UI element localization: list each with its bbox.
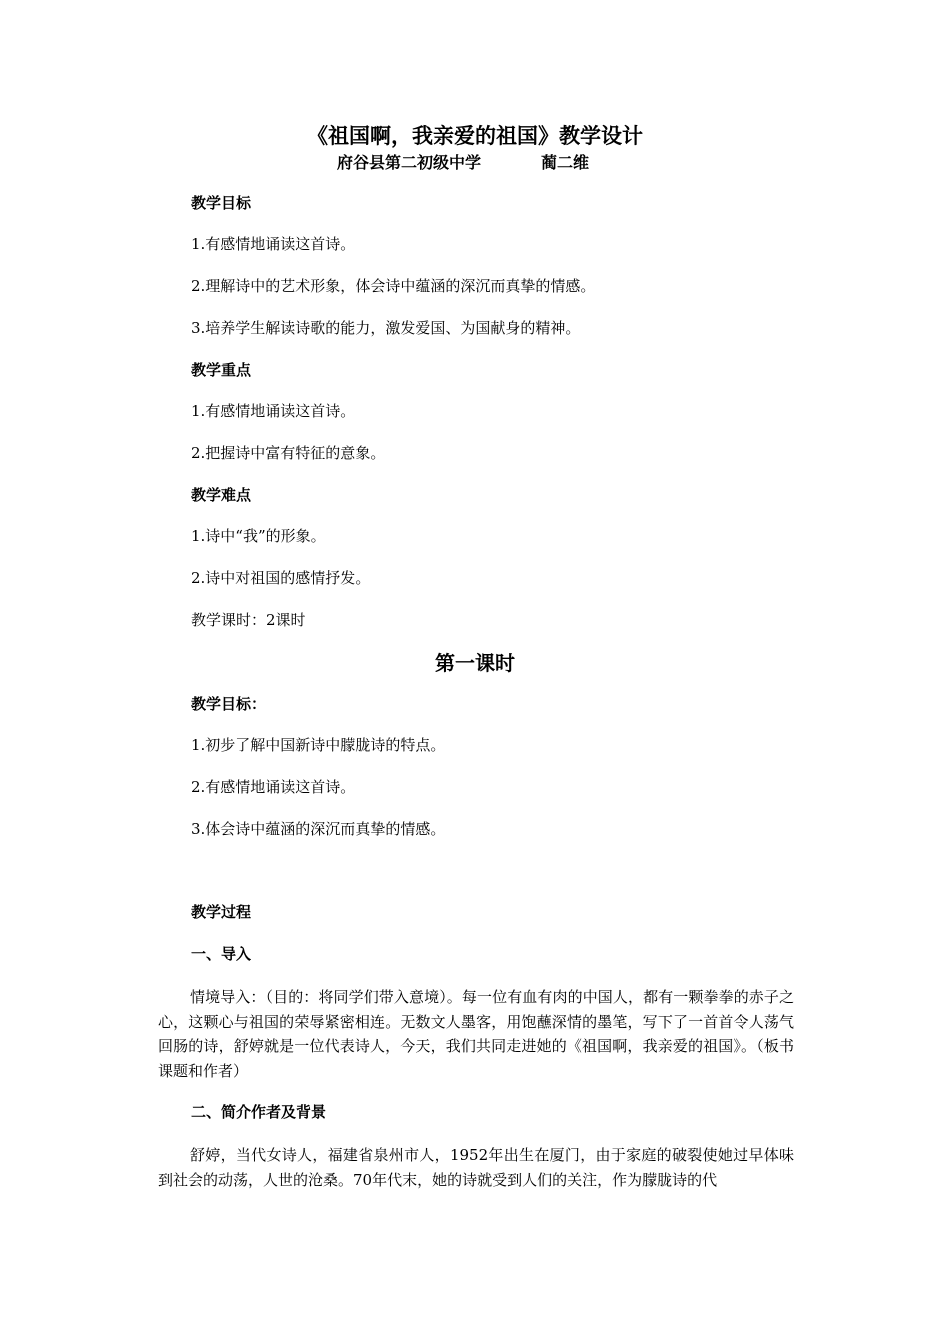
goal-item: 2.理解诗中的艺术形象，体会诗中蕴涵的深沉而真挚的情感。 (191, 277, 596, 295)
lesson-one-goals-heading: 教学目标： (191, 695, 267, 713)
school-name: 府谷县第二初级中学 (337, 153, 482, 172)
author-name: 蔺二维 (541, 153, 590, 172)
document-byline (337, 152, 589, 174)
difficult-point-item: 2.诗中对祖国的感情抒发。 (191, 569, 371, 587)
lesson-one-goal-item: 3.体会诗中蕴涵的深沉而真挚的情感。 (191, 820, 446, 838)
class-hours: 教学课时：2课时 (191, 611, 306, 629)
key-point-item: 1.有感情地诵读这首诗。 (191, 402, 356, 420)
goals-heading: 教学目标 (191, 194, 252, 212)
difficult-point-item: 1.诗中“我”的形象。 (191, 527, 326, 545)
intro-heading: 一、导入 (191, 945, 252, 963)
document-title: 《祖国啊，我亲爱的祖国》教学设计 (307, 124, 643, 148)
difficult-points-heading: 教学难点 (191, 486, 252, 504)
process-heading: 教学过程 (191, 903, 252, 921)
lesson-one-goal-item: 1.初步了解中国新诗中朦胧诗的特点。 (191, 736, 446, 754)
lesson-one-goal-item: 2.有感情地诵读这首诗。 (191, 778, 356, 796)
intro-paragraph: 情境导入：（目的：将同学们带入意境）。每一位有血有肉的中国人，都有一颗拳拳的赤子之心，这颗心与祖国的荣辱紧密相连。无数文人墨客，用饱蘸深情的墨笔，写下了一首首令人荡气回肠的诗，舒婷就是一位代表诗人，今天，我们共同走进她的《祖国啊，我亲爱的祖国》。（板书课题和作者） (158, 988, 794, 1080)
background-heading: 二、简介作者及背景 (191, 1103, 327, 1121)
key-point-item: 2.把握诗中富有特征的意象。 (191, 444, 386, 462)
goal-item: 1.有感情地诵读这首诗。 (191, 235, 356, 253)
key-points-heading: 教学重点 (191, 361, 252, 379)
background-paragraph: 舒婷，当代女诗人，福建省泉州市人，1952年出生在厦门，由于家庭的破裂使她过早体味到社会的动荡，人世的沧桑。70年代末，她的诗就受到人们的关注，作为朦胧诗的代 (158, 1146, 794, 1189)
goal-item: 3.培养学生解读诗歌的能力，激发爱国、为国献身的精神。 (191, 319, 581, 337)
lesson-one-title: 第一课时 (435, 651, 515, 675)
